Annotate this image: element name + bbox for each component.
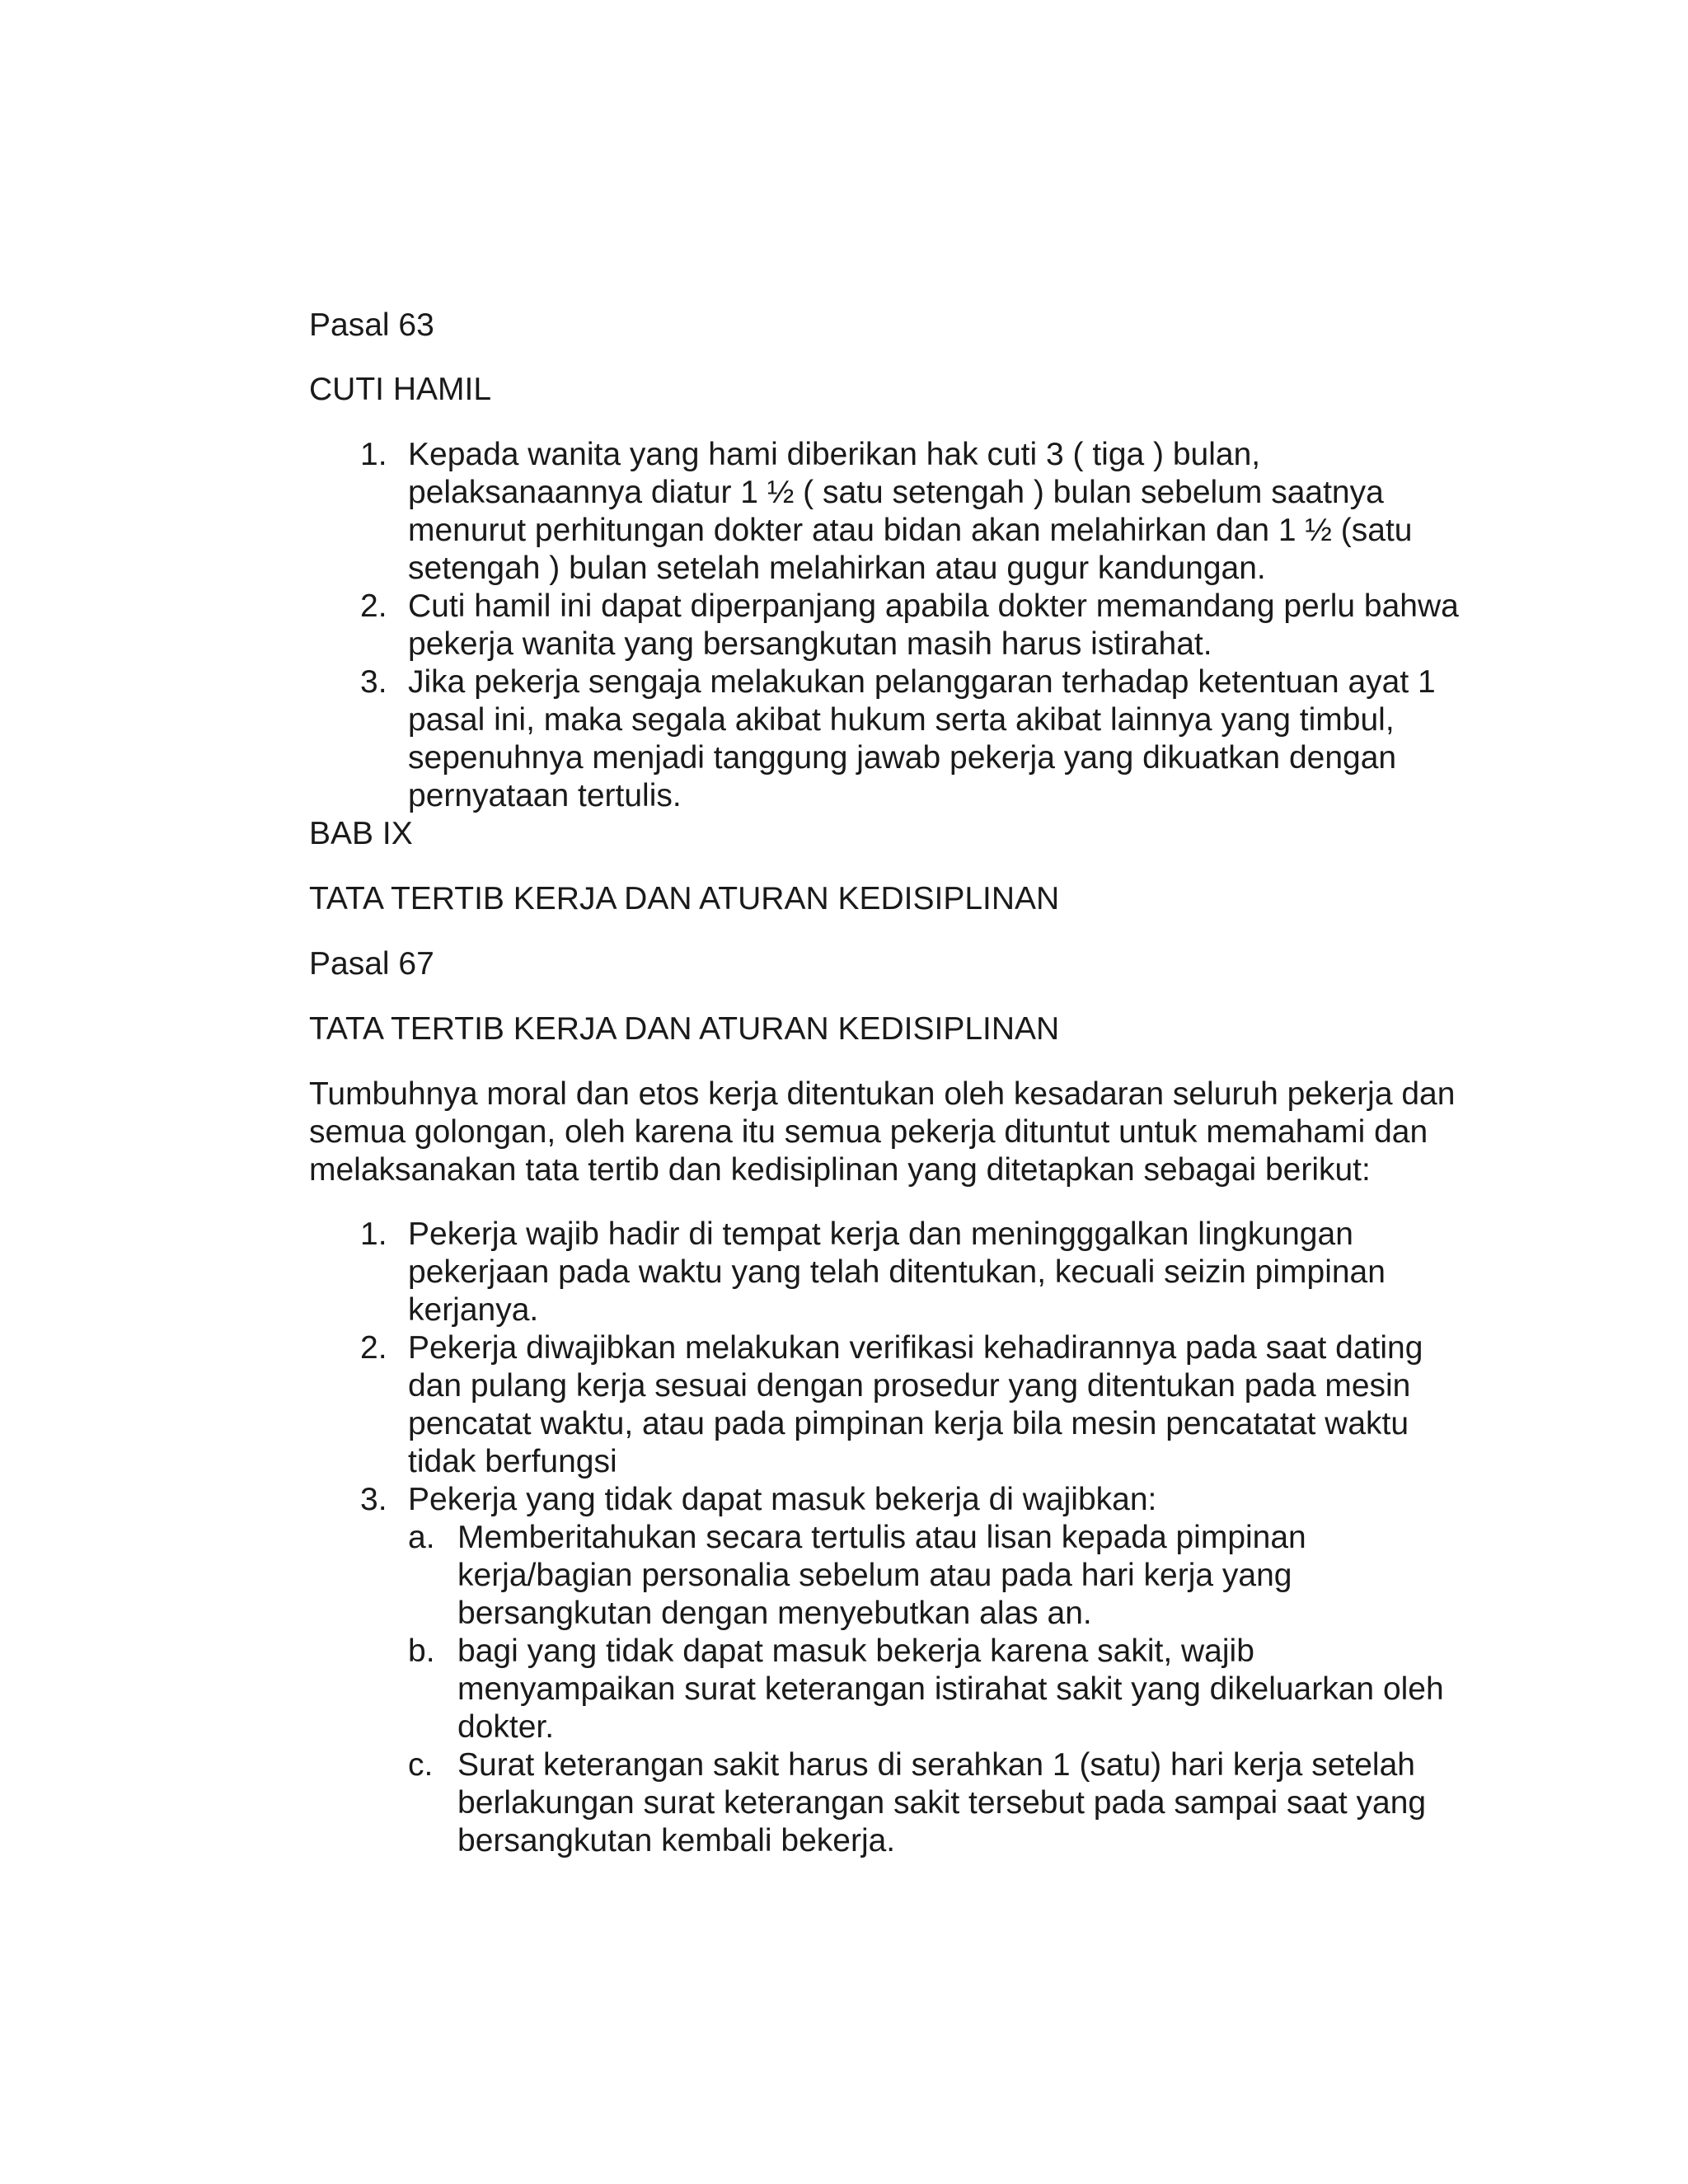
sub-list-item	[408, 1746, 1463, 1860]
list-item	[309, 1329, 1463, 1481]
list-item	[309, 1216, 1463, 1329]
sub-list-item-letter: c.	[408, 1747, 434, 1783]
tata-tertib-list	[309, 1216, 1463, 1860]
list-item-text: Pekerja yang tidak dapat masuk bekerja di wajibkan:	[408, 1482, 1157, 1517]
list-item-number: 2.	[360, 1330, 387, 1366]
sub-list-item	[408, 1633, 1463, 1746]
list-item	[309, 1481, 1463, 1860]
sub-list	[408, 1519, 1463, 1860]
list-item	[309, 588, 1463, 663]
list-item-number: 2.	[360, 588, 387, 624]
list-item	[309, 663, 1463, 815]
list-item-text: Pekerja wajib hadir di tempat kerja dan meningggalkan lingkungan pekerjaan pada waktu yang telah ditentukan, kecuali seizin pimpinan kerjanya.	[408, 1216, 1386, 1328]
sub-list-item-letter: b.	[408, 1633, 435, 1669]
list-item-text: Pekerja diwajibkan melakukan verifikasi kehadirannya pada saat dating dan pulang kerja sesuai dengan prosedur yang ditentukan pada mesin pencatat waktu, atau pada pimpinan kerja bila mesin pencatatat waktu tidak berfungsi	[408, 1330, 1423, 1479]
list-item-number: 1.	[360, 437, 387, 472]
sub-list-item-text: Memberitahukan secara tertulis atau lisan kepada pimpinan kerja/bagian personalia sebelum atau pada hari kerja yang bersangkutan dengan menyebutkan alas an.	[457, 1520, 1306, 1631]
document-page	[309, 307, 1463, 1860]
list-item-number: 1.	[360, 1216, 387, 1252]
pasal-63-heading: Pasal 63	[309, 307, 434, 343]
list-item-text: Jika pekerja sengaja melakukan pelanggaran terhadap ketentuan ayat 1 pasal ini, maka segala akibat hukum serta akibat lainnya yang timbul, sepenuhnya menjadi tanggung jawab pekerja yang dikuatkan dengan pernyataan tertulis.	[408, 664, 1436, 813]
list-item-text: Kepada wanita yang hami diberikan hak cuti 3 ( tiga ) bulan, pelaksanaannya diatur 1 ½ ( satu setengah ) bulan sebelum saatnya menurut perhitungan dokter atau bidan akan melahirkan dan 1 ½ (satu setengah ) bulan setelah melahirkan atau gugur kandungan.	[408, 437, 1413, 586]
intro-paragraph: Tumbuhnya moral dan etos kerja ditentukan oleh kesadaran seluruh pekerja dan semua golongan, oleh karena itu semua pekerja dituntut untuk memahami dan melaksanakan tata tertib dan kedisiplinan yang ditetapkan sebagai berikut:	[309, 1076, 1456, 1188]
sub-list-item-text: bagi yang tidak dapat masuk bekerja karena sakit, wajib menyampaikan surat keterangan istirahat sakit yang dikeluarkan oleh dokter.	[457, 1633, 1444, 1745]
cuti-hamil-heading: CUTI HAMIL	[309, 372, 492, 407]
bab-heading: BAB IX	[309, 816, 413, 851]
list-item-number: 3.	[360, 1482, 387, 1517]
sub-list-item	[408, 1519, 1463, 1633]
sub-list-item-text: Surat keterangan sakit harus di serahkan 1 (satu) hari kerja setelah berlakungan surat keterangan sakit tersebut pada sampai saat yang bersangkutan kembali bekerja.	[457, 1747, 1427, 1858]
pasal-67-title: TATA TERTIB KERJA DAN ATURAN KEDISIPLINAN	[309, 1011, 1060, 1047]
pasal-67-heading: Pasal 67	[309, 946, 434, 982]
bab-title: TATA TERTIB KERJA DAN ATURAN KEDISIPLINAN	[309, 881, 1060, 916]
sub-list-item-letter: a.	[408, 1520, 435, 1555]
list-item	[309, 436, 1463, 588]
list-item-number: 3.	[360, 664, 387, 700]
cuti-hamil-list	[309, 436, 1463, 815]
list-item-text: Cuti hamil ini dapat diperpanjang apabila dokter memandang perlu bahwa pekerja wanita yang bersangkutan masih harus istirahat.	[408, 588, 1459, 662]
